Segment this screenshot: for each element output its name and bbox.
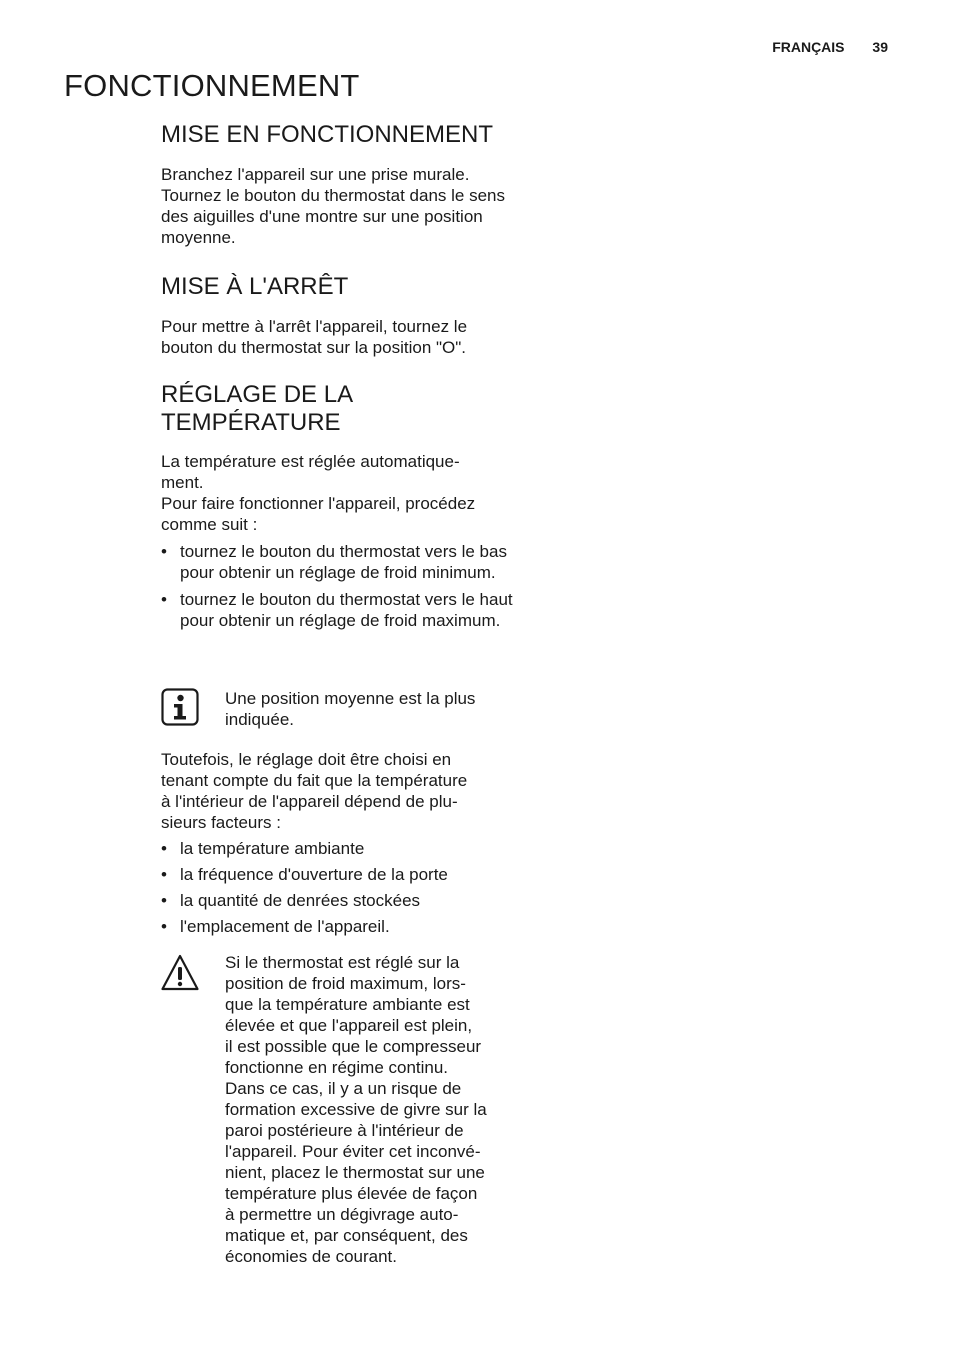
bullet-list-1 xyxy=(161,541,516,631)
list-item: • la quantité de denrées stockées xyxy=(161,890,516,911)
info-note-text: Une position moyenne est la plus indiquée. xyxy=(225,689,476,729)
warning-line: à permettre un dégivrage auto- xyxy=(225,1205,459,1224)
language-label: FRANÇAIS xyxy=(772,39,845,55)
paragraph-line: Toutefois, le réglage doit être choisi en xyxy=(161,750,452,769)
warning-line: paroi postérieure à l'intérieur de xyxy=(225,1121,464,1140)
section-text-start: Branchez l'appareil sur une prise murale. Tournez le bouton du thermostat dans le sens des aiguilles d'une montre sur une position moyenne. xyxy=(161,165,505,247)
heading-line: RÉGLAGE DE LA xyxy=(161,381,354,408)
heading-line: TEMPÉRATURE xyxy=(161,409,341,436)
warning-line: formation excessive de givre sur la xyxy=(225,1100,487,1119)
list-item: • l'emplacement de l'appareil. xyxy=(161,916,516,937)
page-title: FONCTIONNEMENT xyxy=(64,68,360,103)
factors-block xyxy=(161,749,516,937)
warning-line: position de froid maximum, lors- xyxy=(225,974,466,993)
section-temperature xyxy=(161,381,516,631)
bullet-list-2 xyxy=(161,838,516,937)
page-header xyxy=(772,39,888,55)
warning-line: Si le thermostat est réglé sur la xyxy=(225,953,460,972)
intro-line: La température est réglée automatique- xyxy=(161,452,460,471)
intro-paragraph-2: Pour faire fonctionner l'appareil, procédez comme suit : xyxy=(161,494,476,534)
section-stop xyxy=(161,273,516,358)
warning-line: fonctionne en régime continu. xyxy=(225,1058,449,1077)
warning-line: élevée et que l'appareil est plein, xyxy=(225,1016,473,1035)
page-number: 39 xyxy=(872,39,888,55)
section-heading-temperature xyxy=(161,381,516,437)
list-item: • la température ambiante xyxy=(161,838,516,859)
paragraph-line: à l'intérieur de l'appareil dépend de plu- xyxy=(161,792,458,811)
warning-line: matique et, par conséquent, des xyxy=(225,1226,468,1245)
warning-line: économies de courant. xyxy=(225,1247,397,1266)
warning-line: l'appareil. Pour éviter cet inconvé- xyxy=(225,1142,481,1161)
warning-line: que la température ambiante est xyxy=(225,995,470,1014)
warning-note-text xyxy=(225,952,516,1267)
list-item: • tournez le bouton du thermostat vers le haut pour obtenir un réglage de froid maximum. xyxy=(161,589,516,631)
list-item: • la fréquence d'ouverture de la porte xyxy=(161,864,516,885)
section-start xyxy=(161,121,516,248)
warning-line: il est possible que le compresseur xyxy=(225,1037,482,1056)
warning-line: Dans ce cas, il y a un risque de xyxy=(225,1079,462,1098)
section-heading-start: MISE EN FONCTIONNEMENT xyxy=(161,121,494,148)
paragraph-line: tenant compte du fait que la température xyxy=(161,771,468,790)
section-heading-stop: MISE À L'ARRÊT xyxy=(161,273,349,300)
list-item: • tournez le bouton du thermostat vers le bas pour obtenir un réglage de froid minimum. xyxy=(161,541,516,583)
intro-paragraph xyxy=(161,451,516,493)
warning-line: nient, placez le thermostat sur une xyxy=(225,1163,485,1182)
warning-line: température plus élevée de façon xyxy=(225,1184,478,1203)
section-text-stop: Pour mettre à l'arrêt l'appareil, tournez le bouton du thermostat sur la position "O". xyxy=(161,317,468,357)
intro-line: ment. xyxy=(161,473,204,492)
warning-icon xyxy=(161,954,199,992)
factors-paragraph xyxy=(161,749,516,833)
paragraph-line: sieurs facteurs : xyxy=(161,813,281,832)
info-icon xyxy=(161,688,199,726)
